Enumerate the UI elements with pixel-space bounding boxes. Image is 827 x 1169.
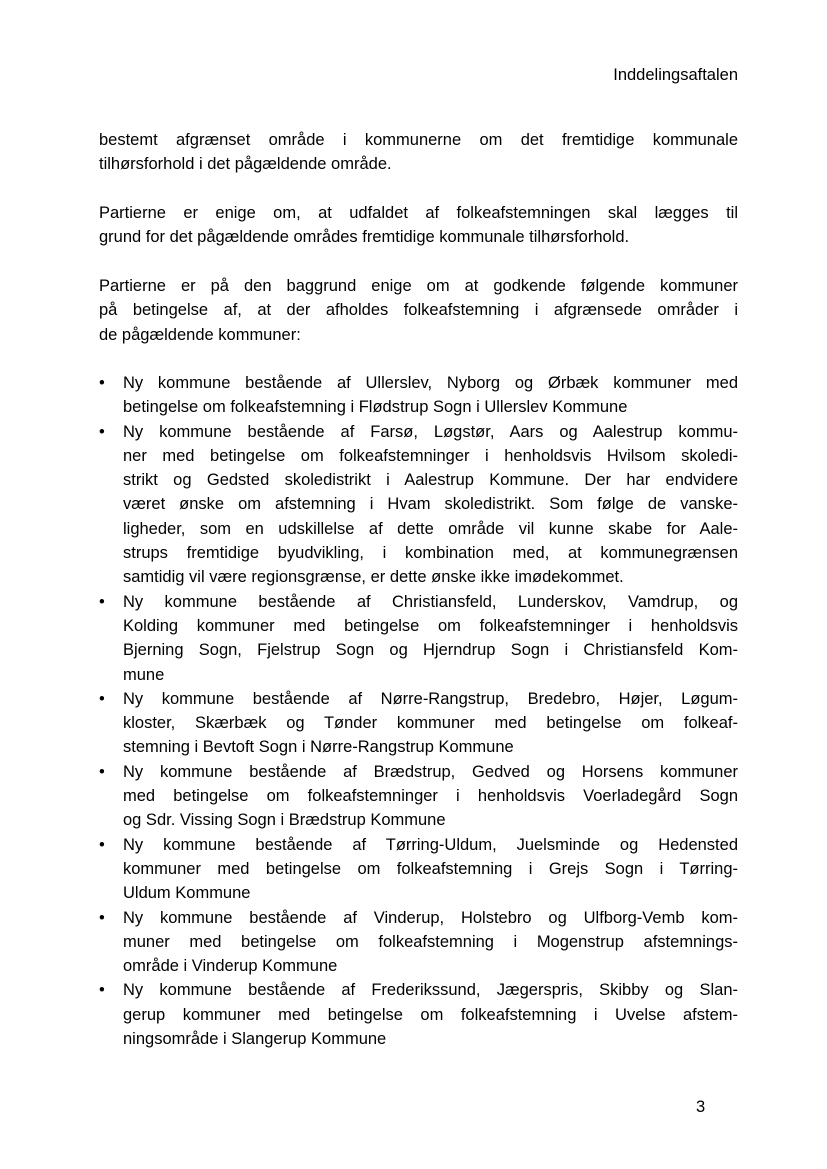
text-line: Ny kommune bestående af Farsø, Løgstør, Aars og Aalestrup kommu- [123, 422, 738, 441]
text-line: været ønske om afstemning i Hvam skoledistrikt. Som følge de vanske- [123, 495, 738, 514]
text-line: Ny kommune bestående af Christiansfeld, Lunderskov, Vamdrup, og [123, 592, 738, 611]
paragraph-2 [99, 201, 738, 250]
text-line: stemning i Bevtoft Sogn i Nørre-Rangstrup Kommune [123, 738, 514, 757]
text-line: gerup kommuner med betingelse om folkeafstemning i Uvelse afstem- [123, 1005, 738, 1024]
text-line: kommuner med betingelse om folkeafstemning i Grejs Sogn i Tørring- [123, 859, 738, 878]
text-line: Ny kommune bestående af Brædstrup, Gedved og Horsens kommuner [123, 762, 738, 781]
text-line: og Sdr. Vissing Sogn i Brædstrup Kommune [123, 811, 446, 830]
bullet-icon: • [99, 592, 105, 611]
bullet-icon: • [99, 374, 105, 392]
text-line: med betingelse om folkeafstemninger i henholdsvis Voerladegård Sogn [123, 787, 738, 806]
text-line: Uldum Kommune [123, 884, 251, 903]
text-line: kloster, Skærbæk og Tønder kommuner med betingelse om folkeaf- [123, 714, 738, 733]
text-line: grund for det pågældende områdes fremtidige kommunale tilhørsforhold. [99, 228, 630, 247]
list-item [99, 978, 738, 1051]
text-line: Bjerning Sogn, Fjelstrup Sogn og Hjerndrup Sogn i Christiansfeld Kom- [123, 641, 738, 660]
text-line: strikt og Gedsted skoledistrikt i Aalestrup Kommune. Der har endvidere [123, 471, 738, 490]
bullet-icon: • [99, 689, 105, 708]
text-line: Partierne er på den baggrund enige om at godkende følgende kommuner [99, 277, 738, 295]
bullet-icon: • [99, 762, 105, 781]
bullet-icon: • [99, 908, 105, 927]
text-line: strups fremtidige byudvikling, i kombination med, at kommunegrænsen [123, 544, 738, 563]
text-line: ner med betingelse om folkeafstemninger i henholdsvis Hvilsom skoledi- [123, 446, 738, 465]
text-line: Kolding kommuner med betingelse om folkeafstemninger i henholdsvis [123, 616, 738, 635]
text-line: muner med betingelse om folkeafstemning i Mogenstrup afstemnings- [123, 932, 738, 951]
text-line: på betingelse af, at der afholdes folkeafstemning i afgrænsede områder i [99, 301, 738, 320]
bullet-icon: • [99, 422, 105, 441]
paragraph-1 [99, 128, 738, 177]
text-line: Ny kommune bestående af Nørre-Rangstrup, Bredebro, Højer, Løgum- [123, 689, 738, 708]
list-item [99, 906, 738, 979]
page-number: 3 [696, 1098, 706, 1116]
text-line: betingelse om folkeafstemning i Flødstrup Sogn i Ullerslev Kommune [123, 398, 628, 417]
text-line: mune [123, 665, 165, 684]
paragraph-3 [99, 274, 738, 347]
text-line: samtidig vil være regionsgrænse, er dette ønske ikke imødekommet. [123, 568, 624, 587]
bullet-icon: • [99, 981, 105, 1000]
text-line: tilhørsforhold i det pågældende område. [99, 155, 392, 174]
text-line: de pågældende kommuner: [99, 325, 301, 344]
list-item [99, 590, 738, 687]
text-line: ligheder, som en udskillelse af dette område vil kunne skabe for Aale- [123, 519, 738, 538]
bullet-list [99, 371, 738, 1051]
list-item [99, 760, 738, 833]
text-line: ningsområde i Slangerup Kommune [123, 1030, 387, 1049]
text-line: Ny kommune bestående af Vinderup, Holstebro og Ulfborg-Vemb kom- [123, 908, 738, 927]
text-line: Partierne er enige om, at udfaldet af folkeafstemningen skal lægges til [99, 204, 738, 222]
text-line: bestemt afgrænset område i kommunerne om det fremtidige kommunale [99, 131, 738, 149]
list-item [99, 420, 738, 590]
text-line: Ny kommune bestående af Ullerslev, Nyborg og Ørbæk kommuner med [123, 374, 738, 392]
list-item [99, 833, 738, 906]
list-item [99, 687, 738, 760]
text-line: Ny kommune bestående af Tørring-Uldum, Juelsminde og Hedensted [123, 835, 738, 854]
text-line: Ny kommune bestående af Frederikssund, Jægerspris, Skibby og Slan- [123, 981, 738, 1000]
bullet-icon: • [99, 835, 105, 854]
text-line: område i Vinderup Kommune [123, 957, 338, 976]
running-header: Inddelingsaftalen [613, 66, 738, 84]
list-item [99, 371, 738, 420]
